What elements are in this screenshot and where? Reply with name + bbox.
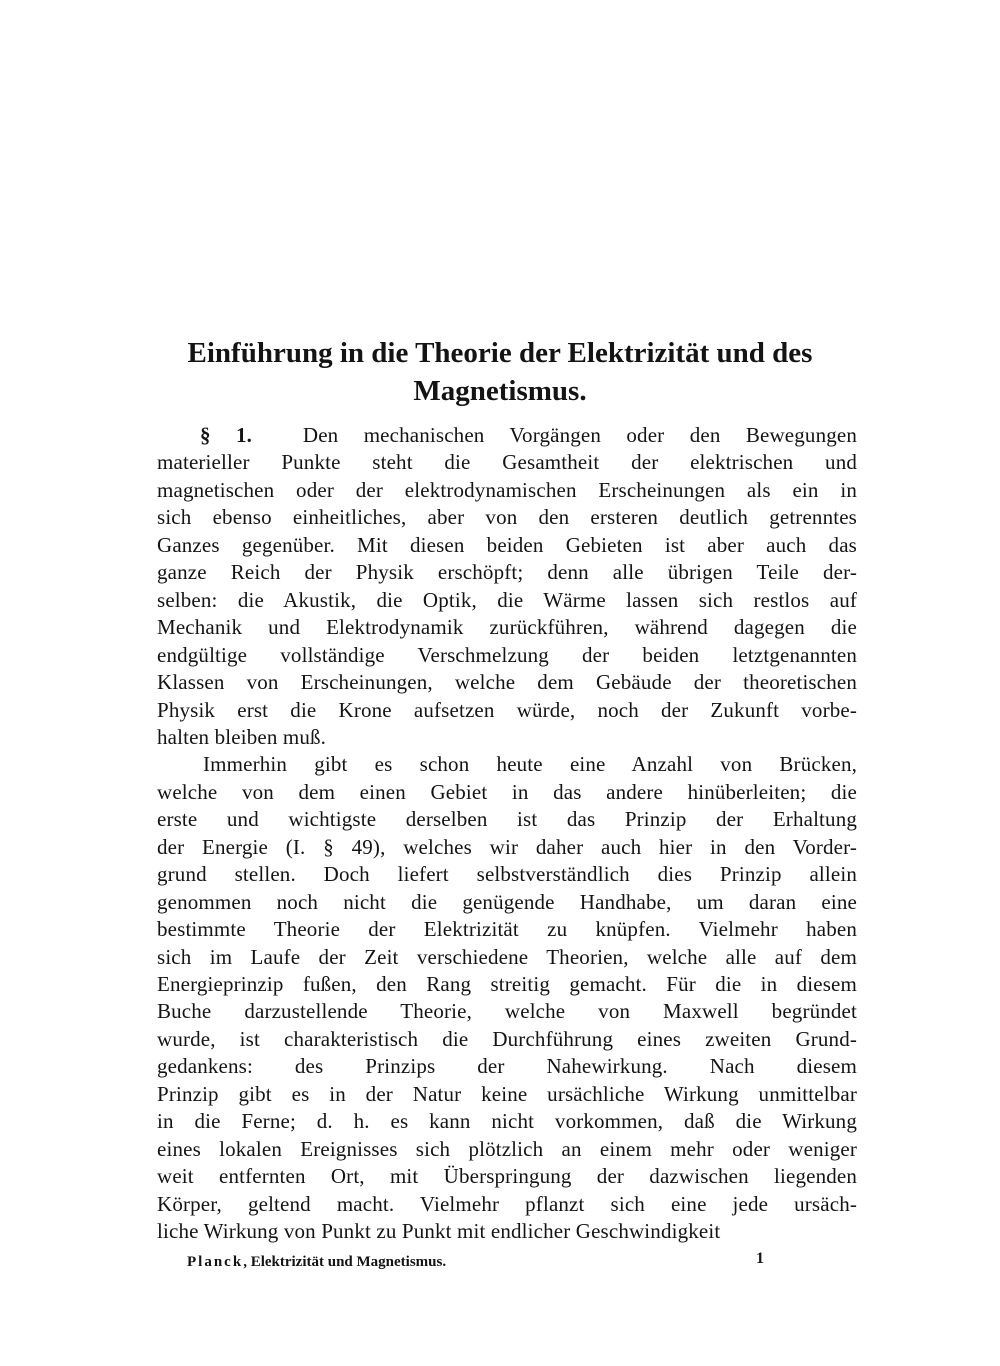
- text-line: der Energie (I. § 49), welches wir daher auch hier in den Vorder-: [157, 834, 857, 859]
- text-line: wurde, ist charakteristisch die Durchführung eines zweiten Grund-: [157, 1026, 857, 1051]
- text-line: sich im Laufe der Zeit verschiedene Theorien, welche alle auf dem: [157, 944, 857, 969]
- text-line: Ganzes gegenüber. Mit diesen beiden Gebieten ist aber auch das: [157, 532, 857, 557]
- text-line: in die Ferne; d. h. es kann nicht vorkommen, daß die Wirkung: [157, 1109, 857, 1134]
- text-line: erste und wichtigste derselben ist das Prinzip der Erhaltung: [157, 807, 857, 832]
- chapter-title-line-2: Magnetismus.: [413, 375, 587, 407]
- text-line: Klassen von Erscheinungen, welche dem Gebäude der theoretischen: [157, 670, 857, 695]
- text-line: Prinzip gibt es in der Natur keine ursächliche Wirkung unmittelbar: [157, 1081, 857, 1106]
- text-line: liche Wirkung von Punkt zu Punkt mit endlicher Geschwindigkeit: [157, 1219, 721, 1244]
- text-line: Buche darzustellende Theorie, welche von Maxwell begründet: [157, 999, 857, 1024]
- text-line: materieller Punkte steht die Gesamtheit der elektrischen und: [157, 450, 857, 475]
- text-line: weit entfernten Ort, mit Überspringung der dazwischen liegenden: [157, 1164, 857, 1189]
- text-line: grund stellen. Doch liefert selbstverständlich dies Prinzip allein: [157, 862, 857, 887]
- text-line: sich ebenso einheitliches, aber von den ersteren deutlich getrenntes: [157, 505, 857, 530]
- text-line: welche von dem einen Gebiet in das andere hinüberleiten; die: [157, 779, 857, 804]
- text-line: gedankens: des Prinzips der Nahewirkung. Nach diesem: [157, 1054, 857, 1079]
- text-line: endgültige vollständige Verschmelzung der beiden letztgenannten: [157, 642, 857, 667]
- text-line: ganze Reich der Physik erschöpft; denn alle übrigen Teile der-: [157, 560, 857, 585]
- text-line: bestimmte Theorie der Elektrizität zu knüpfen. Vielmehr haben: [157, 917, 857, 942]
- text-line: eines lokalen Ereignisses sich plötzlich an einem mehr oder weniger: [157, 1136, 857, 1161]
- running-footer: [187, 1252, 767, 1272]
- text-line: Körper, geltend macht. Vielmehr pflanzt sich eine jede ursäch-: [157, 1191, 857, 1216]
- page-number: 1: [756, 1250, 764, 1267]
- text-line: Immerhin gibt es schon heute eine Anzahl von Brücken,: [203, 752, 857, 777]
- text-line: Energieprinzip fußen, den Rang streitig gemacht. Für die in diesem: [157, 972, 857, 996]
- section-mark: § 1.: [200, 423, 253, 447]
- text-line: [200, 422, 857, 449]
- chapter-title: [150, 334, 850, 410]
- text-line-content: Den mechanischen Vorgängen oder den Bewegungen: [302, 423, 857, 447]
- text-line: selben: die Akustik, die Optik, die Wärme lassen sich restlos auf: [157, 587, 857, 612]
- text-line: Mechanik und Elektrodynamik zurückführen, während dagegen die: [157, 615, 857, 640]
- footer-author: Planck: [187, 1254, 244, 1270]
- text-line: Physik erst die Krone aufsetzen würde, noch der Zukunft vorbe-: [157, 697, 857, 722]
- text-line: genommen noch nicht die genügende Handhabe, um daran eine: [157, 889, 857, 914]
- text-line: halten bleiben muß.: [157, 724, 327, 749]
- footer-title: , Elektrizität und Magnetismus.: [243, 1254, 447, 1270]
- text-line: magnetischen oder der elektrodynamischen Erscheinungen als ein in: [157, 477, 857, 502]
- chapter-title-line-1: Einführung in die Theorie der Elektrizität und des: [187, 337, 813, 369]
